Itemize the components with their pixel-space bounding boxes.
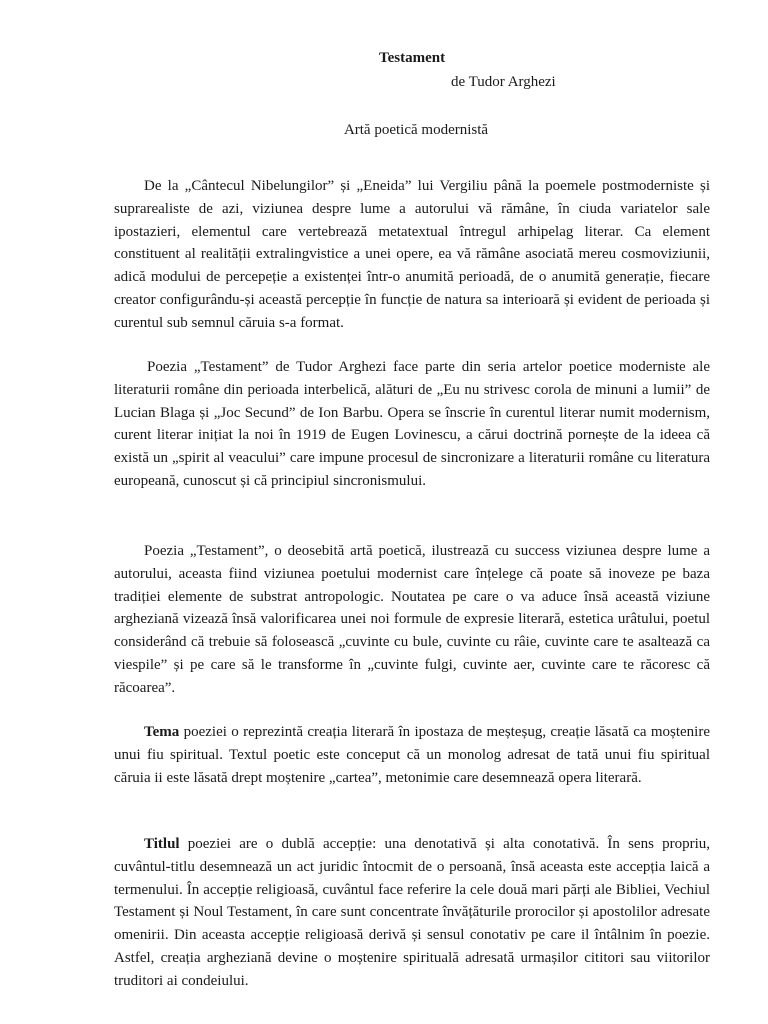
paragraph-text: poeziei are o dublă accepție: una denotativă și alta conotativă. În sens propriu, cuvântul-titlu desemnează un act juridic întocmit de o persoană, însă aceasta este accepția laică a termenului. În accepție religioasă, cuvântul face referire la cele două mari părți ale Bibliei, Vechiul Testament și Noul Testament, în care sunt concentrate învățăturile prorocilor și apostolilor adresate omenirii. Din aceasta accepție religioasă derivă și sensul conotativ pe care il întâlnim în poezie. Astfel, creația argheziană devine o moștenire spirituală adresată urmașilor cititori sau viitorilor truditori ai condeiului. bbox=[114, 836, 710, 989]
paragraph-title-meaning bbox=[114, 833, 710, 992]
paragraph-text: Poezia „Testament” de Tudor Arghezi face parte din seria artelor poetice moderniste ale literaturii române din perioada interbelică, alături de „Eu nu strivesc corola de minuni a lumii” de Lucian Blaga și „Joc Secund” de Ion Barbu. Opera se înscrie în curentul literar numit modernism, curent literar inițiat la noi în 1919 de Eugen Lovinescu, a cărui doctrină pornește de la ideea că există un „spirit al veacului” care impune procesul de sincronizare a literaturii române cu literatura europeană, cunoscut și că principiul sincronismului. bbox=[114, 359, 710, 489]
paragraph-theme bbox=[114, 721, 710, 789]
paragraph-text: poeziei o reprezintă creația literară în ipostaza de meșteșug, creație lăsată ca moștenire unui fiu spiritual. Textul poetic este conceput că un monolog adresat de tată unui fiu spiritual căruia ii este lăsată drept moștenire „cartea”, metonimie care desemnează opera literară. bbox=[114, 724, 710, 786]
paragraph-lead-term: Titlul bbox=[144, 836, 180, 852]
paragraph-lead-term: Tema bbox=[144, 724, 180, 740]
paragraph-text: Poezia „Testament”, o deosebită artă poetică, ilustrează cu success viziunea despre lume a autorului, aceasta fiind viziunea poetului modernist care înțelege că poate să inoveze pe baza tradiției elemente de substrat antropologic. Noutatea pe care o va aduce însă această viziune argheziană vizează însă valorificarea unei noi formule de expresie literară, estetica urâtului, poetul considerând că trebuie să folosească „cuvinte cu bule, cuvinte cu râie, cuvinte care te asaltează ca viespile” și pe care să le transforme în „cuvinte fulgi, cuvinte aer, cuvinte care te răcoresc că răcoarea”. bbox=[114, 543, 710, 696]
document-subtitle: Artă poetică modernistă bbox=[343, 122, 489, 138]
paragraph-context bbox=[114, 356, 710, 493]
paragraph-intro bbox=[114, 175, 710, 334]
paragraph-text: De la „Cântecul Nibelungilor” și „Eneida” lui Vergiliu până la poemele postmoderniste și suprarealiste de azi, viziunea despre lume a autorului vă rămâne, în ciuda variatelor sale ipostazieri, elementul care vertebrează metatextual întregul arhipelag literar. Ca element constituent al realității extralingvistice a unei opere, ea vă rămâne asociată mereu cosmoviziunii, adică modului de percepeție a existenței într-o anumită perioadă, de o anumită generație, fiecare creator configurându-și această percepție în funcție de natura sa interioară și evident de perioada și curentul sub semnul căruia s-a format. bbox=[114, 178, 710, 331]
document-author: de Tudor Arghezi bbox=[451, 74, 556, 90]
paragraph-vision bbox=[114, 540, 710, 699]
document-title: Testament bbox=[379, 50, 446, 66]
